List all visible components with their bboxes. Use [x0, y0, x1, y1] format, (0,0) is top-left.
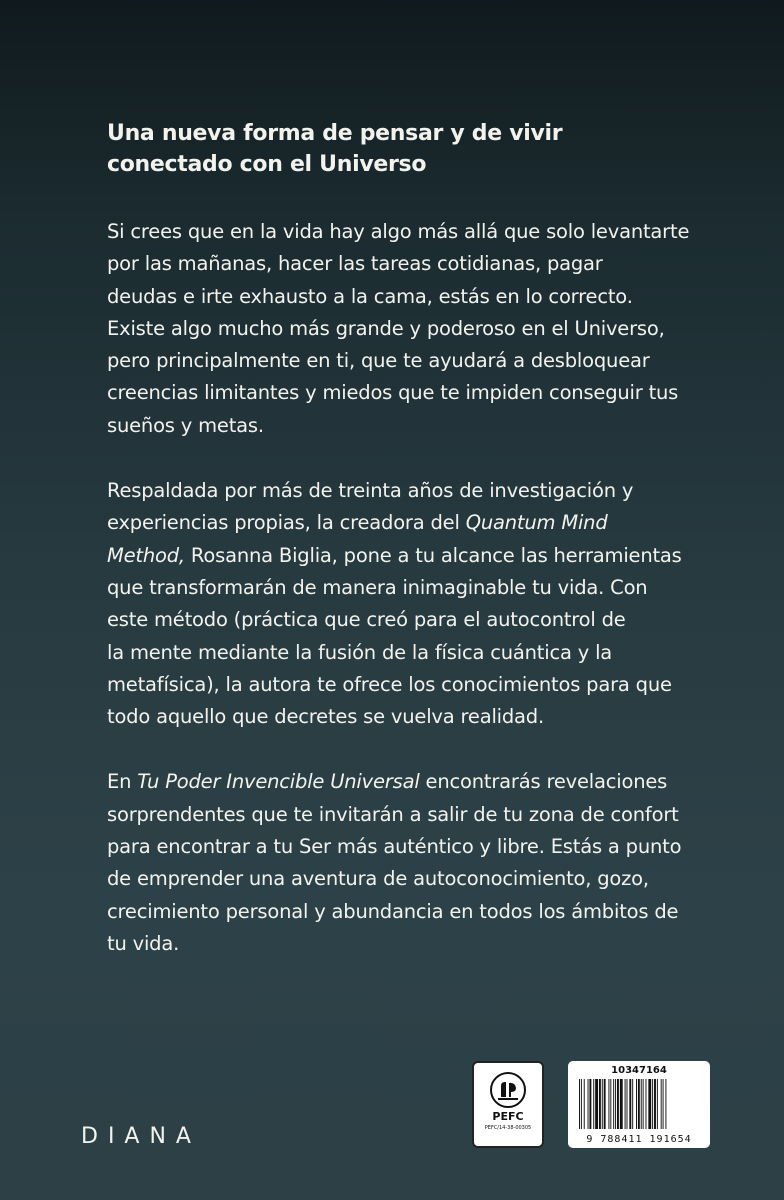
text-line	[107, 540, 727, 572]
barcode-bar	[613, 1079, 614, 1129]
barcode-bar	[599, 1079, 601, 1129]
publisher-logo: DIANA	[81, 1124, 201, 1149]
headline	[107, 118, 727, 180]
text-line: para encontrar a tu Ser más auténtico y libre. Estás a punto	[107, 835, 682, 859]
product-code: 10347164	[611, 1065, 667, 1076]
pefc-label: PEFC	[492, 1110, 524, 1123]
barcode-bar	[641, 1079, 642, 1129]
barcode-bar	[643, 1079, 644, 1129]
barcode-bar	[584, 1079, 585, 1129]
paragraph-author	[107, 475, 727, 733]
pefc-certification-badge	[472, 1061, 544, 1148]
book-title-italic: Tu Poder Invencible Universal	[137, 770, 420, 794]
text-line: pero principalmente en ti, que te ayudará a desbloquear	[107, 349, 650, 373]
barcode-bar	[589, 1079, 591, 1129]
method-title-italic: Quantum Mind	[465, 511, 608, 535]
headline-line-1: Una nueva forma de pensar y de vivir	[107, 121, 563, 146]
barcode-bar	[604, 1079, 606, 1129]
pefc-tree-icon	[489, 1071, 527, 1109]
barcode-bar	[627, 1079, 628, 1129]
text-line: creencias limitantes y miedos que te impiden conseguir tus	[107, 381, 679, 405]
paragraph-book	[107, 766, 727, 960]
text-line: por las mañanas, hacer las tareas cotidianas, pagar	[107, 252, 603, 276]
barcode-bar	[581, 1079, 582, 1129]
barcode-bars	[578, 1079, 700, 1129]
text-line: Si crees que en la vida hay algo más allá que solo levantarte	[107, 220, 690, 243]
barcode-bar	[657, 1079, 658, 1129]
text-line: crecimiento personal y abundancia en todos los ámbitos de	[107, 899, 679, 923]
barcode-bar	[629, 1079, 631, 1129]
headline-line-2: conectado con el Universo	[107, 152, 427, 177]
text-line: Existe algo mucho más grande y poderoso en el Universo,	[107, 316, 665, 340]
text-line: metafísica), la autora te ofrece los conocimientos para que	[107, 672, 672, 696]
barcode-bar	[615, 1079, 616, 1129]
text-line: sueños y metas.	[107, 413, 264, 437]
barcode-bar	[608, 1079, 609, 1129]
text-line: la mente mediante la fusión de la física cuántica y la	[107, 640, 613, 664]
barcode-bar	[646, 1079, 647, 1129]
barcode-bar	[661, 1079, 662, 1129]
pefc-license-code: PEFC/14-38-00305	[484, 1125, 532, 1131]
text-run: En	[107, 770, 138, 794]
method-title-italic: Method,	[107, 543, 185, 567]
text-line: Respaldada por más de treinta años de investigación y	[107, 479, 634, 503]
barcode-bar	[663, 1079, 664, 1129]
text-line: tu vida.	[107, 931, 180, 955]
isbn-barcode-box	[568, 1061, 710, 1148]
back-cover-text	[107, 118, 727, 993]
barcode-bar	[579, 1079, 580, 1129]
barcode-bar	[620, 1079, 623, 1129]
barcode-bar	[638, 1079, 640, 1129]
text-run: Rosanna Biglia, pone a tu alcance las herramientas	[184, 543, 682, 567]
barcode-bar	[636, 1079, 637, 1129]
text-line	[107, 507, 727, 539]
barcode-bar	[617, 1079, 619, 1129]
text-line: sorprendentes que te invitarán a salir de tu zona de confort	[107, 802, 679, 826]
barcode-bar	[610, 1079, 611, 1129]
barcode-bar	[595, 1079, 598, 1129]
barcode-bar	[625, 1079, 626, 1129]
barcode-bar	[588, 1079, 589, 1129]
barcode-bar	[632, 1079, 633, 1129]
text-line: de emprender una aventura de autoconocimiento, gozo,	[107, 867, 649, 891]
barcode-bar	[654, 1079, 656, 1129]
text-run: experiencias propias, la creadora del	[107, 511, 466, 535]
text-line: que transformarán de manera inimaginable tu vida. Con	[107, 575, 648, 599]
text-line	[107, 766, 727, 798]
text-line: deudas e irte exhausto a la cama, estás en lo correcto.	[107, 284, 633, 308]
barcode-bar	[648, 1079, 651, 1129]
paragraph-intro	[107, 216, 727, 442]
text-run: encontrarás revelaciones	[419, 770, 668, 794]
barcode-bar	[593, 1079, 594, 1129]
text-line: este método (práctica que creó para el autocontrol de	[107, 608, 626, 632]
barcode-bar	[602, 1079, 603, 1129]
isbn-number: 9 788411 191654	[586, 1134, 692, 1145]
text-line: todo aquello que decretes se vuelva realidad.	[107, 705, 544, 729]
barcode-bar	[652, 1079, 653, 1129]
barcode-bar	[665, 1079, 666, 1129]
